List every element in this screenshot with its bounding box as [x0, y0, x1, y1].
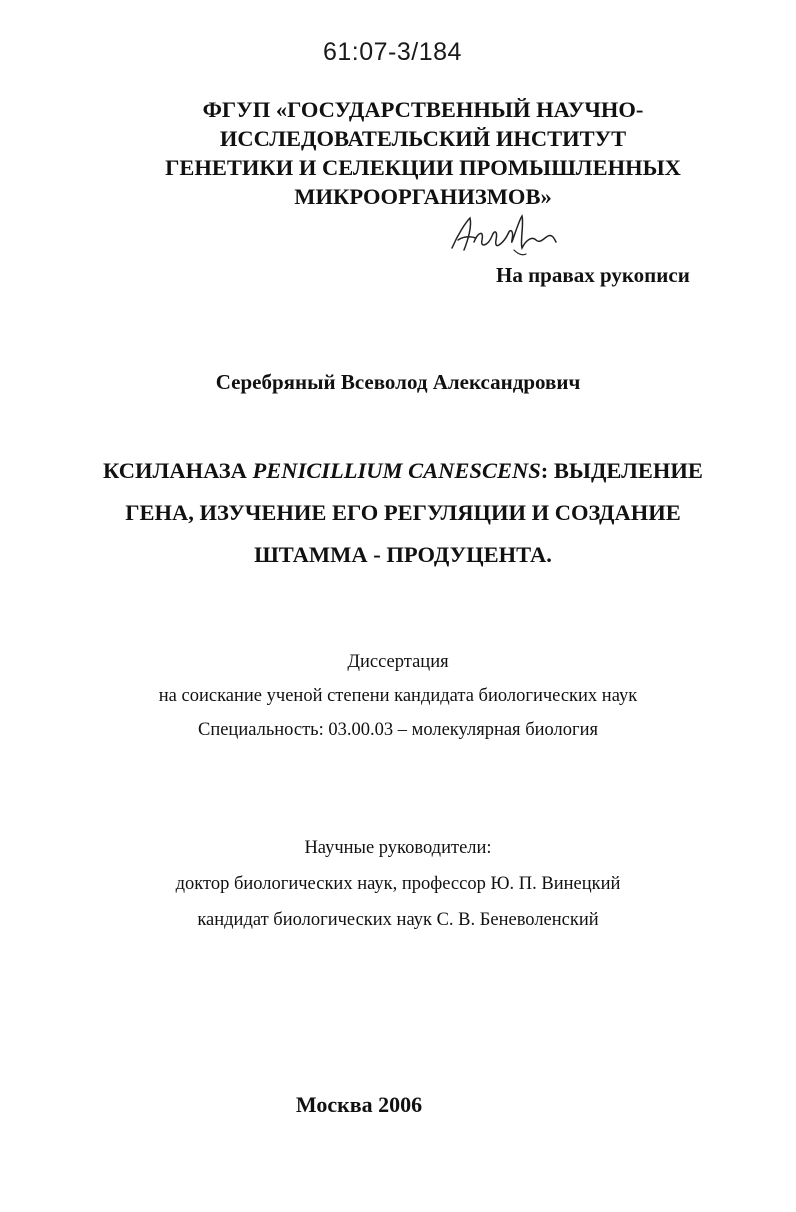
handwritten-signature	[448, 212, 560, 258]
title-line: ШТАММА - ПРОДУЦЕНТА.	[254, 542, 552, 567]
manuscript-rights-note: На правах рукописи	[496, 263, 690, 287]
dissertation-specialty: Специальность: 03.00.03 – молекулярная биология	[197, 720, 598, 740]
supervisor-item: кандидат биологических наук С. В. Беневоленский	[197, 910, 599, 930]
title-line	[90, 450, 716, 492]
title-suffix: : ВЫДЕЛЕНИЕ	[540, 458, 703, 483]
organization-line: ГЕНЕТИКИ И СЕЛЕКЦИИ ПРОМЫШЛЕННЫХ	[165, 155, 681, 180]
supervisor-item: доктор биологических наук, профессор Ю. П. Винецкий	[175, 874, 621, 894]
title-line: ГЕНА, ИЗУЧЕНИЕ ЕГО РЕГУЛЯЦИИ И СОЗДАНИЕ	[125, 500, 681, 525]
organization-line: МИКРООРГАНИЗМОВ»	[294, 184, 552, 209]
dissertation-title	[90, 450, 716, 576]
title-prefix: КСИЛАНАЗА	[103, 458, 253, 483]
author-name: Серебряный Всеволод Александрович	[215, 370, 581, 394]
organization-line: ИССЛЕДОВАТЕЛЬСКИЙ ИНСТИТУТ	[219, 126, 627, 151]
archive-code: 61:07-3/184	[323, 38, 462, 66]
organization-line: ФГУП «ГОСУДАРСТВЕННЫЙ НАУЧНО-	[202, 97, 644, 122]
supervisors-heading: Научные руководители:	[304, 838, 492, 858]
dissertation-info	[0, 645, 796, 747]
title-species: PENICILLIUM CANESCENS	[252, 458, 541, 483]
dissertation-degree: на соискание ученой степени кандидата биологических наук	[158, 686, 638, 706]
dissertation-type: Диссертация	[347, 652, 449, 672]
organization-name	[130, 95, 716, 211]
city-year: Москва 2006	[295, 1092, 423, 1117]
supervisors-block	[0, 830, 796, 938]
